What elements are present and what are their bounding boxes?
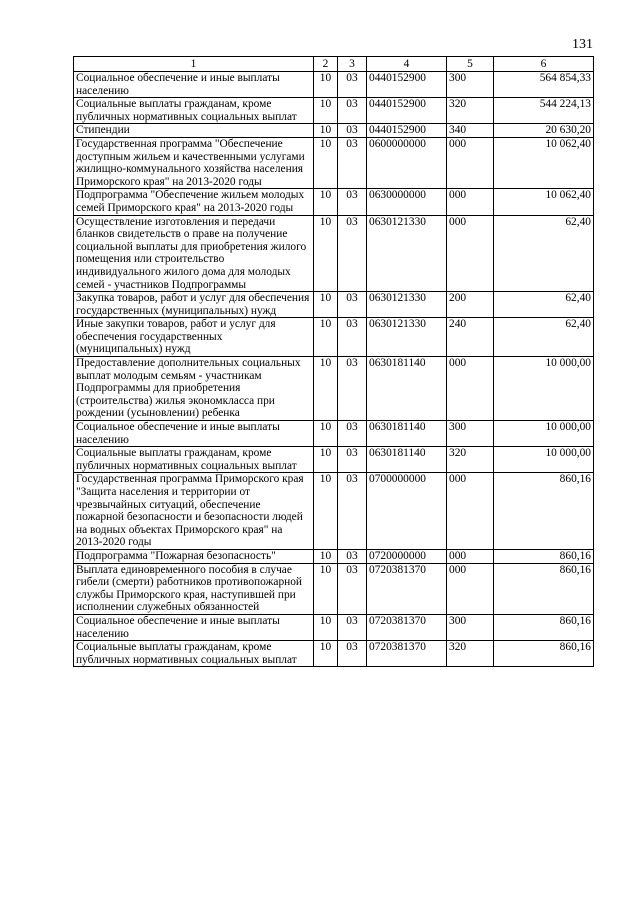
budget-table <box>73 56 594 667</box>
column-header: 3 <box>338 57 367 72</box>
subsection-code-cell: 03 <box>338 447 367 473</box>
table-row <box>74 292 594 318</box>
section-code-cell: 10 <box>314 318 338 357</box>
section-code-cell: 10 <box>314 124 338 138</box>
row-name-cell: Выплата единовременного пособия в случае гибели (смерти) работников противопожарной службы Приморского края, наступившей при исполнении служебных обязанностей <box>74 563 314 614</box>
expense-type-cell: 320 <box>447 98 494 124</box>
amount-cell: 10 000,00 <box>494 357 594 421</box>
expense-type-cell: 000 <box>447 137 494 188</box>
table-row <box>74 189 594 215</box>
table-row <box>74 137 594 188</box>
row-name-cell: Предоставление дополнительных социальных выплат молодым семьям - участникам Подпрограммы для приобретения (строительства) жилья экономкласса при рождении (усыновлении) ребенка <box>74 357 314 421</box>
row-name-cell: Социальные выплаты гражданам, кроме публичных нормативных социальных выплат <box>74 641 314 667</box>
section-code-cell: 10 <box>314 549 338 563</box>
table-row <box>74 318 594 357</box>
expense-type-cell: 000 <box>447 473 494 550</box>
amount-cell: 564 854,33 <box>494 72 594 98</box>
subsection-code-cell: 03 <box>338 189 367 215</box>
target-article-cell: 0630181140 <box>367 421 447 447</box>
row-name-cell: Социальные выплаты гражданам, кроме публичных нормативных социальных выплат <box>74 447 314 473</box>
table-row <box>74 124 594 138</box>
subsection-code-cell: 03 <box>338 641 367 667</box>
expense-type-cell: 000 <box>447 563 494 614</box>
expense-type-cell: 000 <box>447 215 494 292</box>
amount-cell: 20 630,20 <box>494 124 594 138</box>
target-article-cell: 0720381370 <box>367 563 447 614</box>
subsection-code-cell: 03 <box>338 215 367 292</box>
amount-cell: 860,16 <box>494 641 594 667</box>
row-name-cell: Подпрограмма "Пожарная безопасность" <box>74 549 314 563</box>
target-article-cell: 0630181140 <box>367 357 447 421</box>
row-name-cell: Подпрограмма "Обеспечение жильем молодых семей Приморского края" на 2013-2020 годы <box>74 189 314 215</box>
table-row <box>74 447 594 473</box>
table-row <box>74 473 594 550</box>
section-code-cell: 10 <box>314 614 338 640</box>
table-row <box>74 641 594 667</box>
row-name-cell: Осуществление изготовления и передачи бланков свидетельств о праве на получение социальной выплаты для приобретения жилого помещения или строительство индивидуального жилого дома для молодых семей - участников Подпрограммы <box>74 215 314 292</box>
subsection-code-cell: 03 <box>338 421 367 447</box>
subsection-code-cell: 03 <box>338 292 367 318</box>
row-name-cell: Социальное обеспечение и иные выплаты населению <box>74 72 314 98</box>
target-article-cell: 0600000000 <box>367 137 447 188</box>
section-code-cell: 10 <box>314 421 338 447</box>
target-article-cell: 0720381370 <box>367 614 447 640</box>
expense-type-cell: 000 <box>447 357 494 421</box>
expense-type-cell: 240 <box>447 318 494 357</box>
page-number: 131 <box>572 37 593 52</box>
amount-cell: 10 062,40 <box>494 137 594 188</box>
column-header: 5 <box>447 57 494 72</box>
section-code-cell: 10 <box>314 137 338 188</box>
row-name-cell: Стипендии <box>74 124 314 138</box>
expense-type-cell: 340 <box>447 124 494 138</box>
expense-type-cell: 000 <box>447 189 494 215</box>
expense-type-cell: 320 <box>447 447 494 473</box>
target-article-cell: 0720000000 <box>367 549 447 563</box>
table-row <box>74 357 594 421</box>
target-article-cell: 0630121330 <box>367 292 447 318</box>
subsection-code-cell: 03 <box>338 473 367 550</box>
amount-cell: 860,16 <box>494 563 594 614</box>
section-code-cell: 10 <box>314 98 338 124</box>
subsection-code-cell: 03 <box>338 318 367 357</box>
target-article-cell: 0630121330 <box>367 318 447 357</box>
amount-cell: 62,40 <box>494 215 594 292</box>
expense-type-cell: 300 <box>447 614 494 640</box>
target-article-cell: 0630121330 <box>367 215 447 292</box>
section-code-cell: 10 <box>314 292 338 318</box>
amount-cell: 860,16 <box>494 549 594 563</box>
subsection-code-cell: 03 <box>338 563 367 614</box>
target-article-cell: 0630181140 <box>367 447 447 473</box>
subsection-code-cell: 03 <box>338 98 367 124</box>
section-code-cell: 10 <box>314 473 338 550</box>
target-article-cell: 0440152900 <box>367 98 447 124</box>
row-name-cell: Государственная программа "Обеспечение доступным жильем и качественными услугами жилищно-коммунального хозяйства населения Приморского края" на 2013-2020 годы <box>74 137 314 188</box>
target-article-cell: 0700000000 <box>367 473 447 550</box>
target-article-cell: 0440152900 <box>367 72 447 98</box>
table-row <box>74 72 594 98</box>
subsection-code-cell: 03 <box>338 137 367 188</box>
subsection-code-cell: 03 <box>338 614 367 640</box>
column-header: 4 <box>367 57 447 72</box>
table-row <box>74 98 594 124</box>
expense-type-cell: 000 <box>447 549 494 563</box>
amount-cell: 10 000,00 <box>494 447 594 473</box>
amount-cell: 62,40 <box>494 292 594 318</box>
section-code-cell: 10 <box>314 641 338 667</box>
expense-type-cell: 320 <box>447 641 494 667</box>
amount-cell: 10 000,00 <box>494 421 594 447</box>
subsection-code-cell: 03 <box>338 124 367 138</box>
section-code-cell: 10 <box>314 215 338 292</box>
section-code-cell: 10 <box>314 72 338 98</box>
subsection-code-cell: 03 <box>338 72 367 98</box>
amount-cell: 860,16 <box>494 473 594 550</box>
target-article-cell: 0440152900 <box>367 124 447 138</box>
row-name-cell: Социальные выплаты гражданам, кроме публичных нормативных социальных выплат <box>74 98 314 124</box>
row-name-cell: Социальное обеспечение и иные выплаты населению <box>74 614 314 640</box>
table-row <box>74 215 594 292</box>
row-name-cell: Государственная программа Приморского края "Защита населения и территории от чрезвычайных ситуаций, обеспечение пожарной безопасности и безопасности людей на водных объектах Приморского края" на 2013-2020 годы <box>74 473 314 550</box>
section-code-cell: 10 <box>314 563 338 614</box>
row-name-cell: Иные закупки товаров, работ и услуг для обеспечения государственных (муниципальных) нужд <box>74 318 314 357</box>
section-code-cell: 10 <box>314 357 338 421</box>
amount-cell: 10 062,40 <box>494 189 594 215</box>
amount-cell: 62,40 <box>494 318 594 357</box>
row-name-cell: Закупка товаров, работ и услуг для обеспечения государственных (муниципальных) нужд <box>74 292 314 318</box>
section-code-cell: 10 <box>314 189 338 215</box>
amount-cell: 544 224,13 <box>494 98 594 124</box>
table-row <box>74 421 594 447</box>
amount-cell: 860,16 <box>494 614 594 640</box>
table-row <box>74 563 594 614</box>
subsection-code-cell: 03 <box>338 357 367 421</box>
section-code-cell: 10 <box>314 447 338 473</box>
column-header: 6 <box>494 57 594 72</box>
table-row <box>74 614 594 640</box>
table-header-row <box>74 57 594 72</box>
target-article-cell: 0720381370 <box>367 641 447 667</box>
row-name-cell: Социальное обеспечение и иные выплаты населению <box>74 421 314 447</box>
table-row <box>74 549 594 563</box>
column-header: 1 <box>74 57 314 72</box>
subsection-code-cell: 03 <box>338 549 367 563</box>
target-article-cell: 0630000000 <box>367 189 447 215</box>
expense-type-cell: 300 <box>447 72 494 98</box>
expense-type-cell: 200 <box>447 292 494 318</box>
table-body <box>74 72 594 667</box>
expense-type-cell: 300 <box>447 421 494 447</box>
column-header: 2 <box>314 57 338 72</box>
